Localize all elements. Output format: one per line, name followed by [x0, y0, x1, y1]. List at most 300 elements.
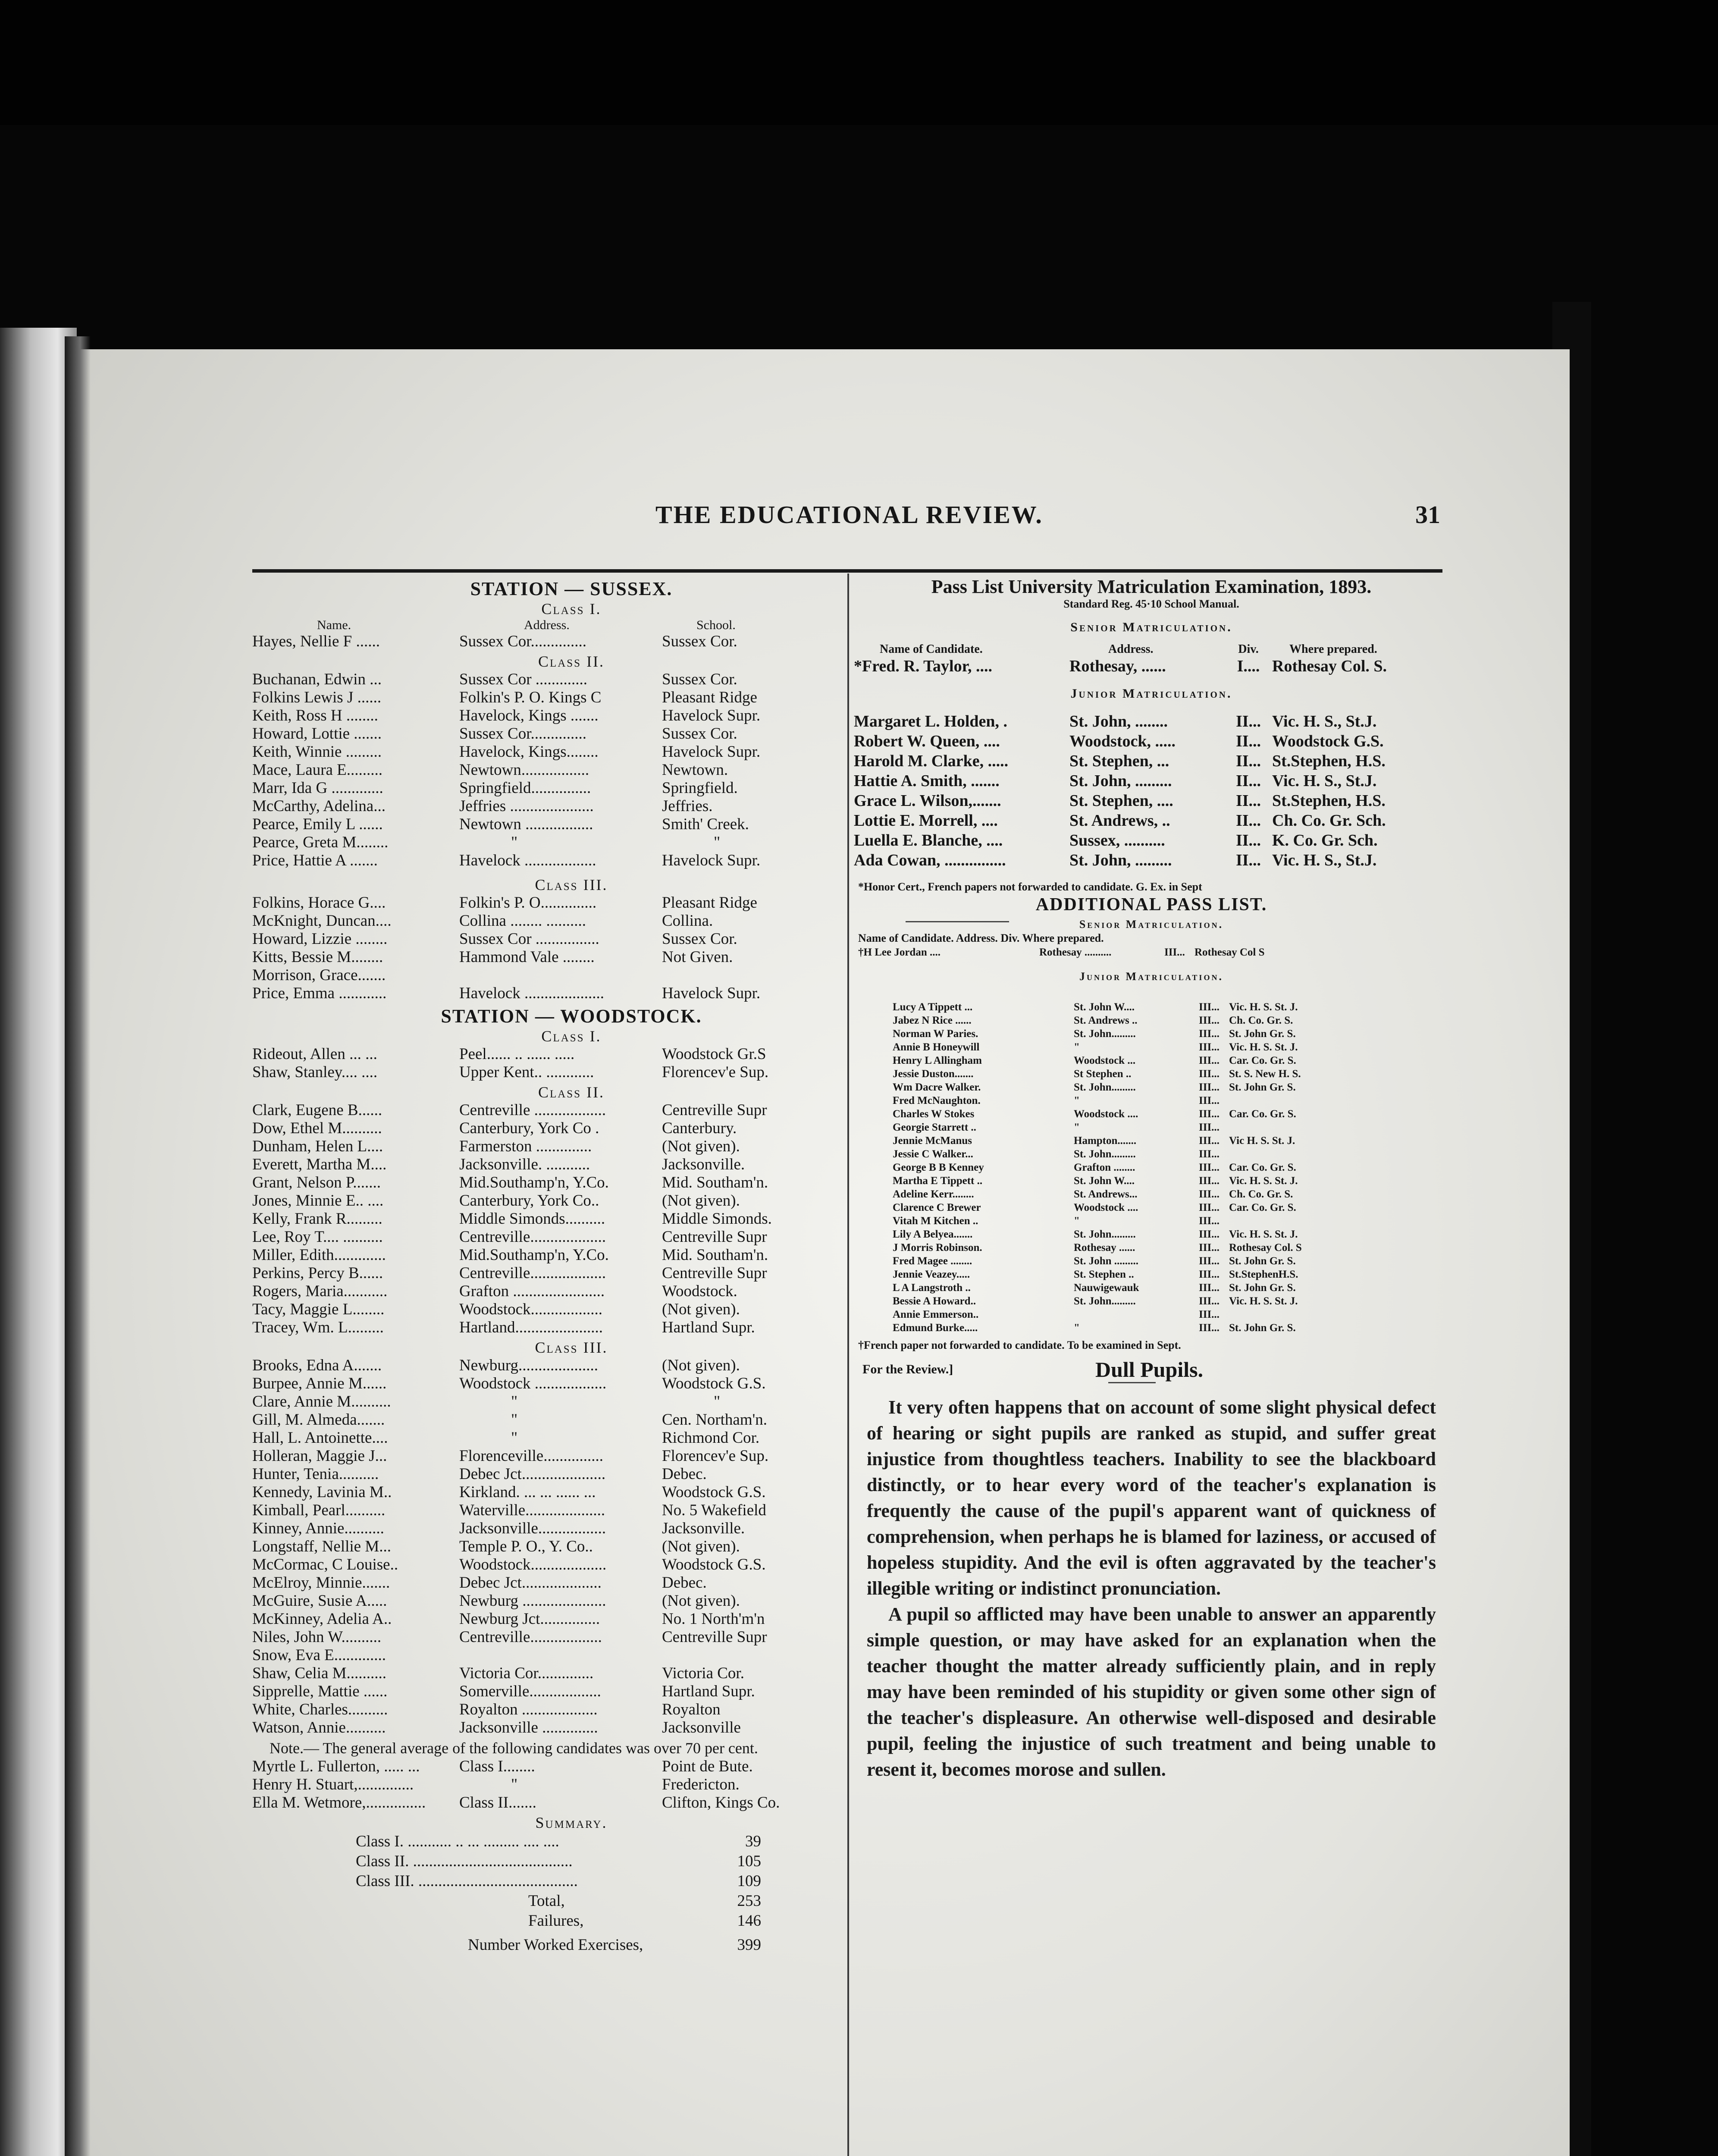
list-item [252, 1610, 839, 1628]
candidate-name: Shaw, Celia M.......... [252, 1664, 387, 1682]
candidate-name: Pearce, Greta M........ [252, 834, 389, 851]
candidate-name: Brooks, Edna A....... [252, 1357, 382, 1374]
list-item [252, 779, 839, 797]
list-item [252, 1357, 839, 1375]
candidate-school: Sussex Cor. [662, 725, 737, 743]
list-item [252, 1393, 839, 1411]
candidate-address: Havelock .................. [459, 852, 596, 869]
candidate-school: Jacksonville. [662, 1156, 745, 1173]
pass-list-row [854, 1014, 1449, 1027]
candidate-address: Canterbury, York Co.. [459, 1192, 599, 1210]
where-prepared: St.Stephen, H.S. [1272, 792, 1386, 810]
candidate-division: III... [1199, 1081, 1220, 1093]
list-item [252, 1264, 839, 1282]
list-item [252, 1701, 839, 1719]
where-prepared: Rothesay Col. S [1229, 1242, 1302, 1253]
pass-list-row [854, 1081, 1449, 1094]
list-item [252, 1794, 839, 1812]
station-woodstock-title: STATION — WOODSTOCK. [441, 1006, 702, 1027]
where-prepared: Car. Co. Gr. S. [1229, 1202, 1296, 1213]
candidate-division: III... [1199, 1001, 1220, 1013]
candidate-name: White, Charles.......... [252, 1701, 388, 1718]
candidate-address: Florenceville............... [459, 1447, 603, 1465]
where-prepared: Vic. H. S. St. J. [1229, 1175, 1298, 1187]
candidate-name: Longstaff, Nellie M... [252, 1538, 391, 1555]
candidate-address: Sussex Cor.............. [459, 633, 587, 650]
woodstock-class1-title: Class I. [541, 1028, 602, 1045]
candidate-name: Lily A Belyea....... [893, 1228, 973, 1240]
average-note: Note.— The general average of the following candidates was over 70 per cent. [270, 1739, 758, 1757]
where-prepared: Vic. H. S. St. J. [1229, 1041, 1298, 1053]
colhead-school: School. [696, 618, 736, 632]
senior-matriculation-title: Senior Matriculation. [1070, 620, 1232, 634]
candidate-address: Newtown................. [459, 761, 589, 779]
exercises-row [252, 1935, 839, 1955]
candidate-name: Morrison, Grace....... [252, 966, 386, 984]
candidate-address: Kirkland. ... ... ...... ... [459, 1483, 596, 1501]
list-item [252, 948, 839, 966]
candidate-school: Point de Bute. [662, 1758, 753, 1775]
summary-row [252, 1832, 839, 1852]
candidate-name: Grace L. Wilson,....... [854, 792, 1001, 810]
candidate-division: II... [1235, 732, 1261, 750]
pass-list-row [854, 1174, 1449, 1188]
additional-pass-list-title: ADDITIONAL PASS LIST. [1035, 895, 1267, 915]
list-item [252, 1228, 839, 1246]
candidate-name: Buchanan, Edwin ... [252, 671, 382, 688]
pass-list-row [854, 1308, 1449, 1321]
candidate-school: Richmond Cor. [662, 1429, 760, 1447]
where-prepared: St. S. New H. S. [1229, 1068, 1301, 1080]
candidate-address: " [1074, 1215, 1080, 1227]
summary-list [252, 1832, 839, 1931]
summary-row [252, 1871, 839, 1891]
candidate-name: Margaret L. Holden, . [854, 712, 1008, 730]
candidate-division: II... [1235, 851, 1261, 869]
candidate-school: Middle Simonds. [662, 1210, 772, 1228]
candidate-school: Canterbury. [662, 1119, 737, 1137]
candidate-school: Collina. [662, 912, 713, 930]
candidate-name: McKinney, Adelia A.. [252, 1610, 392, 1628]
colhead-candidate: Name of Candidate. [880, 642, 983, 656]
candidate-name: Hunter, Tenia.......... [252, 1465, 379, 1483]
candidate-address: Rothesay .......... [1039, 946, 1112, 958]
candidate-address: Folkin's P. O.............. [459, 894, 597, 912]
where-prepared [1229, 1308, 1367, 1321]
pass-list-row [854, 830, 1449, 850]
where-prepared: Ch. Co. Gr. Sch. [1272, 812, 1386, 830]
candidate-name: Everett, Martha M.... [252, 1156, 387, 1173]
candidate-address: St. John......... [1074, 1228, 1136, 1240]
where-prepared: Vic H. S. St. J. [1229, 1135, 1295, 1147]
candidate-name: Miller, Edith............. [252, 1246, 386, 1264]
summary-value: 109 [737, 1872, 761, 1890]
candidate-school: (Not given). [662, 1538, 740, 1555]
pass-list-row [819, 946, 1449, 959]
candidate-name: Perkins, Percy B...... [252, 1264, 383, 1282]
candidate-division: III... [1199, 1175, 1220, 1187]
candidate-division: III... [1199, 1295, 1220, 1307]
candidate-school: (Not given). [662, 1192, 740, 1210]
candidate-address: " [511, 1411, 518, 1429]
sussex-class1-list [252, 633, 839, 651]
candidate-address: Middle Simonds.......... [459, 1210, 605, 1228]
candidate-address [459, 1646, 662, 1664]
candidate-address: St. Andrews, .. [1069, 812, 1170, 830]
candidate-address: Woodstock .................. [459, 1375, 607, 1392]
candidate-address: Jacksonville. ........... [459, 1156, 590, 1173]
right-column [854, 576, 1449, 2156]
candidate-address: St. John......... [1074, 1081, 1136, 1093]
candidate-school: Pleasant Ridge [662, 689, 757, 706]
candidate-division: III... [1199, 1068, 1220, 1080]
candidate-address: Mid.Southamp'n, Y.Co. [459, 1174, 609, 1191]
candidate-school: Cen. Northam'n. [662, 1411, 768, 1429]
candidate-division: III... [1199, 1255, 1220, 1267]
candidate-address: St. Stephen, ... [1069, 752, 1169, 770]
candidate-name: Rogers, Maria........... [252, 1282, 388, 1300]
list-item [252, 1520, 839, 1538]
candidate-school: No. 5 Wakefield [662, 1501, 766, 1519]
page-header [250, 500, 1449, 539]
candidate-name: Jennie McManus [893, 1135, 972, 1147]
candidate-name: Henry H. Stuart,.............. [252, 1776, 414, 1793]
candidate-name: Shaw, Stanley.... .... [252, 1063, 378, 1081]
candidate-division: III... [1199, 1122, 1220, 1133]
list-item [252, 912, 839, 930]
candidate-division: I.... [1237, 657, 1260, 675]
candidate-division: II... [1235, 712, 1261, 730]
candidate-address: Newburg ..................... [459, 1592, 606, 1610]
summary-label: Class I. ........... .. ... ......... .... .... [356, 1833, 559, 1850]
candidate-address: Newtown ................. [459, 815, 593, 833]
honor-note: *Honor Cert., French papers not forwarded to candidate. G. Ex. in Sept [858, 881, 1202, 893]
candidate-school: Springfield. [662, 779, 738, 797]
candidate-school: Royalton [662, 1701, 721, 1718]
candidate-school: Woodstock Gr.S [662, 1045, 766, 1063]
candidate-school: Victoria Cor. [662, 1664, 744, 1682]
where-prepared: St. John Gr. S. [1229, 1081, 1296, 1093]
candidate-address: Newburg.................... [459, 1357, 599, 1374]
candidate-school: Mid. Southam'n. [662, 1174, 768, 1191]
candidate-name: Myrtle L. Fullerton, ..... ... [252, 1758, 420, 1775]
list-item [252, 1664, 839, 1683]
candidate-division: III... [1199, 1135, 1220, 1147]
candidate-address: Royalton ................... [459, 1701, 598, 1718]
list-item [252, 1375, 839, 1393]
article-title: Dull Pupils. [1095, 1357, 1204, 1382]
candidate-name: Jessie Duston....... [893, 1068, 974, 1080]
candidate-name: Lottie E. Morrell, .... [854, 812, 998, 830]
summary-title: Summary. [535, 1814, 608, 1831]
where-prepared: Vic. H. S. St. J. [1229, 1295, 1298, 1307]
candidate-address: St. John......... [1074, 1028, 1136, 1040]
candidate-name: Luella E. Blanche, .... [854, 831, 1003, 849]
where-prepared: St. John Gr. S. [1229, 1028, 1296, 1040]
list-item [252, 930, 839, 948]
candidate-address: Centreville .................. [459, 1101, 606, 1119]
list-item [252, 1300, 839, 1319]
list-item [252, 1411, 839, 1429]
candidate-address: Woodstock.................. [459, 1300, 603, 1318]
pass-list-row [854, 811, 1449, 830]
candidate-name: Holleran, Maggie J... [252, 1447, 387, 1465]
summary-value: 105 [737, 1852, 761, 1870]
candidate-name: Jessie C Walker... [893, 1148, 973, 1160]
candidate-division: III... [1199, 1282, 1220, 1294]
candidate-address: St. John, ......... [1069, 851, 1172, 869]
candidate-name: McCarthy, Adelina... [252, 797, 386, 815]
summary-label: Class II. ........................................ [356, 1852, 573, 1870]
candidate-address: Nauwigewauk [1074, 1282, 1139, 1294]
candidate-school: Florencev'e Sup. [662, 1063, 769, 1081]
candidate-name: Howard, Lizzie ........ [252, 930, 388, 948]
candidate-name: Folkins Lewis J ...... [252, 689, 382, 706]
candidate-name: Clare, Annie M.......... [252, 1393, 391, 1410]
candidate-school: Pleasant Ridge [662, 894, 757, 912]
candidate-school: (Not given). [662, 1357, 740, 1374]
list-item [252, 1556, 839, 1574]
candidate-address: " [511, 1429, 518, 1447]
candidate-name: Ada Cowan, ............... [854, 851, 1006, 869]
candidate-address: St. Andrews... [1074, 1188, 1138, 1200]
summary-label: Failures, [528, 1912, 584, 1930]
candidate-address: Centreville.................. [459, 1628, 602, 1646]
summary-value: 146 [737, 1912, 761, 1930]
candidate-name: Hall, L. Antoinette.... [252, 1429, 388, 1447]
candidate-division: III... [1199, 1108, 1220, 1120]
article-body [854, 1395, 1449, 1783]
add-junior-title: Junior Matriculation. [1079, 970, 1223, 983]
candidate-school: Hartland Supr. [662, 1683, 755, 1700]
pass-list-subtitle: Standard Reg. 45·10 School Manual. [1063, 598, 1239, 610]
candidate-school: " [714, 834, 721, 851]
candidate-division: III... [1199, 1228, 1220, 1240]
candidate-address: Sussex Cor ............. [459, 671, 588, 688]
candidate-address: Peel...... .. ...... ..... [459, 1045, 575, 1063]
candidate-school: Hartland Supr. [662, 1319, 755, 1336]
candidate-division: III... [1164, 946, 1185, 958]
candidate-name: Kitts, Bessie M........ [252, 948, 383, 966]
candidate-name: Keith, Ross H ........ [252, 707, 378, 724]
candidate-school: (Not given). [662, 1138, 740, 1155]
candidate-division: III... [1199, 1202, 1220, 1213]
senior-list [854, 656, 1449, 676]
candidate-name: McKnight, Duncan.... [252, 912, 392, 930]
sussex-class3-title: Class III. [535, 876, 608, 893]
candidate-name: Hayes, Nellie F ...... [252, 633, 380, 650]
candidate-division: III... [1199, 1055, 1220, 1066]
french-note: †French paper not forwarded to candidate. To be examined in Sept. [858, 1339, 1181, 1351]
candidate-division: II... [1235, 831, 1261, 849]
list-item [252, 1483, 839, 1501]
candidate-address: Springfield............... [459, 779, 591, 797]
colhead-div: Div. [1238, 642, 1259, 656]
candidate-division: III... [1199, 1028, 1220, 1040]
candidate-school: Newtown. [662, 761, 728, 779]
where-prepared [1229, 1094, 1367, 1107]
where-prepared: St.Stephen, H.S. [1272, 752, 1386, 770]
where-prepared: Vic. H. S. St. J. [1229, 1228, 1298, 1240]
station-sussex-title: STATION — SUSSEX. [470, 578, 673, 599]
pass-list-row [854, 1241, 1449, 1254]
candidate-address: Collina ........ .......... [459, 912, 586, 930]
list-item [252, 743, 839, 761]
candidate-name: Pearce, Emily L ...... [252, 815, 383, 833]
list-item [252, 1210, 839, 1228]
pass-list-row [854, 1000, 1449, 1014]
candidate-name: Kennedy, Lavinia M.. [252, 1483, 392, 1501]
candidate-name: McGuire, Susie A..... [252, 1592, 387, 1610]
candidate-name: Gill, M. Almeda....... [252, 1411, 385, 1429]
candidate-division: III... [1199, 1309, 1220, 1320]
pass-list-row [854, 1268, 1449, 1281]
candidate-division: III... [1199, 1162, 1220, 1173]
junior-list [854, 711, 1449, 870]
candidate-school: Havelock Supr. [662, 743, 761, 761]
list-item [252, 671, 839, 689]
candidate-address: Rothesay ...... [1074, 1242, 1135, 1253]
candidate-address: St Stephen .. [1074, 1068, 1132, 1080]
article-head [854, 1353, 1449, 1382]
list-item [252, 834, 839, 852]
add-column-headers: Name of Candidate. Address. Div. Where prepared. [858, 932, 1104, 944]
candidate-address: Debec Jct..................... [459, 1465, 606, 1483]
candidate-division: III... [1199, 1322, 1220, 1334]
candidate-address: St. Stephen .. [1074, 1269, 1134, 1280]
list-item [252, 1282, 839, 1300]
candidate-name: Lucy A Tippett ... [893, 1001, 973, 1013]
candidate-school: Centreville Supr [662, 1628, 767, 1646]
summary-row [252, 1852, 839, 1871]
candidate-address: Mid.Southamp'n, Y.Co. [459, 1246, 609, 1264]
candidate-division: III... [1199, 1242, 1220, 1253]
candidate-school: Mid. Southam'n. [662, 1246, 768, 1264]
candidate-school: Not Given. [662, 948, 733, 966]
film-border-top [0, 0, 1718, 125]
candidate-name: Sipprelle, Mattie ...... [252, 1683, 388, 1700]
candidate-address: St. John......... [1074, 1295, 1136, 1307]
candidate-address: Havelock .................... [459, 984, 605, 1002]
candidate-address: Farmerston .............. [459, 1138, 592, 1155]
list-item [252, 894, 839, 912]
candidate-name: Folkins, Horace G.... [252, 894, 386, 912]
colhead-address: Address. [1108, 642, 1154, 656]
candidate-name: Niles, John W.......... [252, 1628, 382, 1646]
list-item [252, 761, 839, 779]
where-prepared: St. John Gr. S. [1229, 1322, 1296, 1334]
candidate-name: Watson, Annie.......... [252, 1719, 386, 1736]
candidate-name: Harold M. Clarke, ..... [854, 752, 1009, 770]
list-item [252, 1465, 839, 1483]
woodstock-class3-list [252, 1357, 839, 1737]
list-item [252, 1776, 839, 1794]
summary-row [252, 1891, 839, 1911]
candidate-name: Tracey, Wm. L......... [252, 1319, 384, 1336]
candidate-school: Jacksonville [662, 1719, 741, 1736]
pass-list-row [854, 1214, 1449, 1228]
candidate-address: St. John W.... [1074, 1175, 1135, 1187]
where-prepared: Vic. H. S., St.J. [1272, 772, 1377, 790]
where-prepared [1229, 1214, 1367, 1228]
candidate-division: II... [1235, 752, 1261, 770]
where-prepared: Vic. H. S., St.J. [1272, 851, 1377, 869]
sussex-class2-title: Class II. [538, 653, 605, 670]
candidate-school: Centreville Supr [662, 1264, 767, 1282]
where-prepared: Woodstock G.S. [1272, 732, 1384, 750]
candidate-name: Fred Magee ........ [893, 1255, 972, 1267]
candidate-address: Rothesay, ...... [1069, 657, 1166, 675]
candidate-school: Florencev'e Sup. [662, 1447, 769, 1465]
candidate-name: McElroy, Minnie....... [252, 1574, 390, 1592]
candidate-school: Sussex Cor. [662, 671, 737, 688]
candidate-name: L A Langstroth .. [893, 1282, 971, 1294]
list-item [252, 1758, 839, 1776]
candidate-division: II... [1235, 792, 1261, 810]
candidate-address: Woodstock .... [1074, 1108, 1138, 1120]
list-item [252, 1719, 839, 1737]
sussex-class3-list [252, 894, 839, 1003]
summary-row [252, 1911, 839, 1931]
candidate-school: Jeffries. [662, 797, 713, 815]
list-item [252, 1429, 839, 1447]
candidate-division: III... [1199, 1148, 1220, 1160]
candidate-school: Clifton, Kings Co. [662, 1794, 780, 1811]
candidate-name: Kimball, Pearl.......... [252, 1501, 386, 1519]
candidate-address: " [1074, 1122, 1080, 1133]
colhead-address: Address. [524, 618, 570, 632]
candidate-address: Hartland...................... [459, 1319, 603, 1336]
candidate-name: Snow, Eva E............. [252, 1646, 386, 1664]
candidate-division: III... [1199, 1188, 1220, 1200]
pass-column-headers [854, 642, 1449, 656]
candidate-address: Centreville................... [459, 1228, 606, 1246]
candidate-address: Hampton....... [1074, 1135, 1137, 1147]
where-prepared: Car. Co. Gr. S. [1229, 1108, 1296, 1120]
candidate-name: Jones, Minnie E.. .... [252, 1192, 384, 1210]
candidate-address: " [1074, 1041, 1080, 1053]
candidate-name: Clarence C Brewer [893, 1202, 981, 1213]
candidate-name: Grant, Nelson P....... [252, 1174, 381, 1191]
exercises-value: 399 [737, 1936, 761, 1954]
candidate-address: Jacksonville................. [459, 1520, 606, 1537]
candidate-address: Jacksonville .............. [459, 1719, 598, 1736]
list-item [252, 1501, 839, 1520]
candidate-address: Sussex Cor.............. [459, 725, 587, 743]
candidate-school: Havelock Supr. [662, 852, 761, 869]
candidate-address: Centreville................... [459, 1264, 606, 1282]
candidate-address: " [1074, 1095, 1080, 1106]
candidate-name: Robert W. Queen, .... [854, 732, 1000, 750]
where-prepared: St. John Gr. S. [1229, 1282, 1296, 1294]
candidate-name: McCormac, C Louise.. [252, 1556, 398, 1573]
candidate-name: Wm Dacre Walker. [893, 1081, 981, 1093]
candidate-address: Havelock, Kings ....... [459, 707, 599, 724]
candidate-name: Fred McNaughton. [893, 1095, 981, 1106]
summary-value: 253 [737, 1892, 761, 1910]
candidate-name: Hattie A. Smith, ....... [854, 772, 1000, 790]
sussex-class1-title: Class I. [541, 600, 602, 617]
woodstock-class2-title: Class II. [538, 1084, 605, 1101]
candidate-school: Sussex Cor. [662, 930, 737, 948]
list-item [252, 1156, 839, 1174]
candidate-address: Grafton ....................... [459, 1282, 605, 1300]
article-rule [1108, 1382, 1156, 1383]
candidate-name: Dunham, Helen L.... [252, 1138, 383, 1155]
candidate-division: III... [1199, 1095, 1220, 1106]
woodstock-class1-list [252, 1045, 839, 1081]
candidate-name: Tacy, Maggie L........ [252, 1300, 385, 1318]
